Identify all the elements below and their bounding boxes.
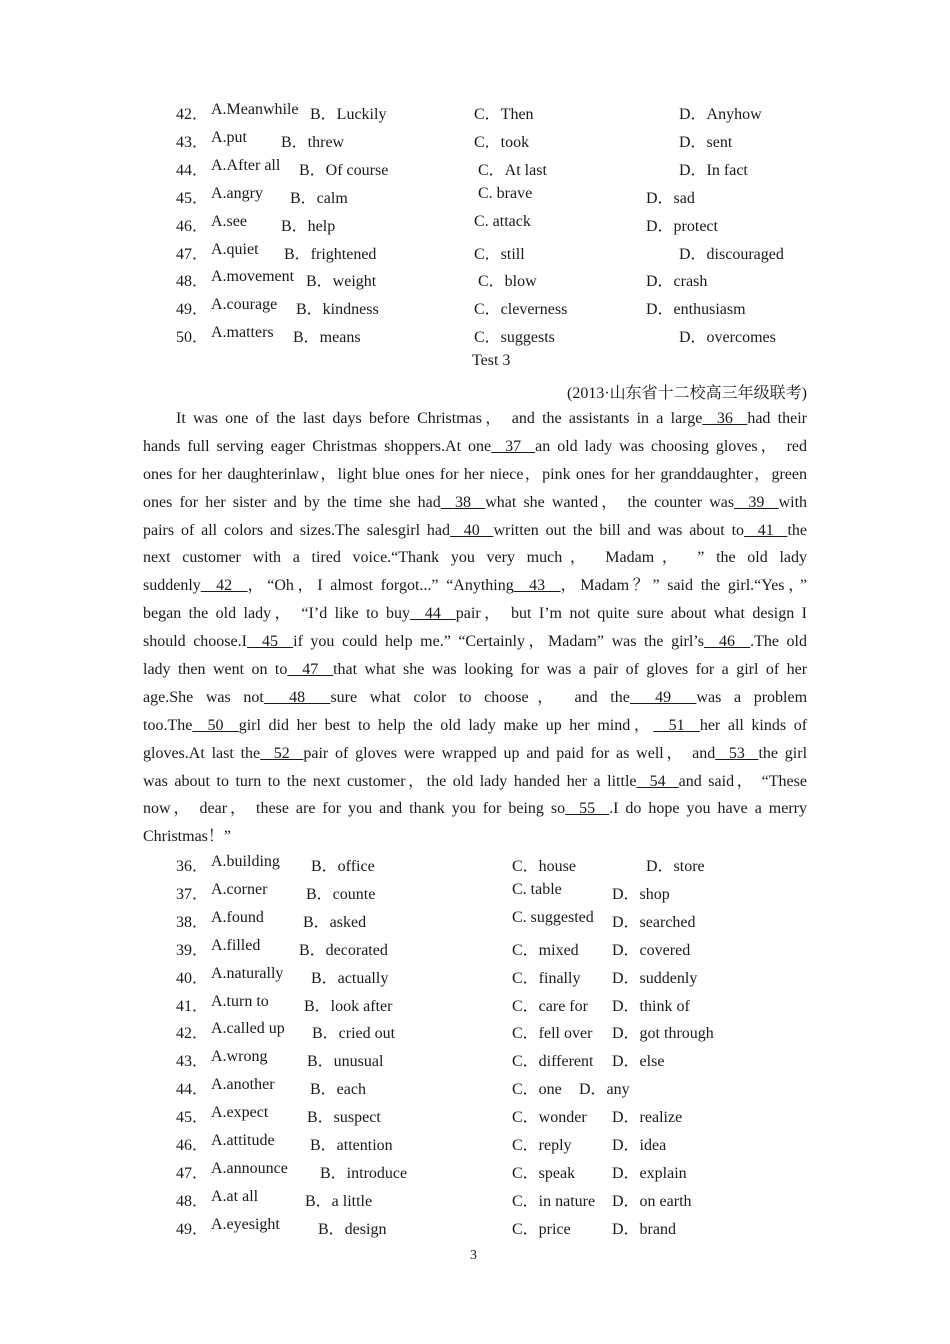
option-a: A.attitude [211, 1132, 275, 1149]
answer-blank: 45 [246, 633, 294, 651]
passage-line [143, 405, 807, 433]
option-c: C．finally [512, 969, 581, 987]
answer-blank: 43 [513, 577, 561, 595]
option-d: D．else [612, 1053, 665, 1071]
option-d: D．crash [646, 273, 708, 291]
passage-text: hands full serving eager Christmas shoppers.At one [143, 437, 492, 455]
option-b: B．weight [306, 273, 377, 291]
question-number: 36． [176, 858, 209, 875]
option-d: D．Anyhow [679, 106, 762, 123]
passage-text: and said， “These [678, 772, 807, 790]
question-option-row [176, 1076, 816, 1100]
option-b: B．asked [303, 913, 367, 931]
passage-text: pair of gloves were wrapped up and paid for as well， and [303, 744, 716, 762]
passage-line [143, 684, 807, 712]
option-a: A.corner [211, 880, 268, 898]
option-d: D．any [579, 1081, 630, 1099]
passage-text: It was one of the last days before Christmas， and the assistants in a large [176, 410, 703, 427]
question-number: 47． [176, 245, 209, 263]
option-d: D．sad [646, 189, 695, 207]
option-d: D．In fact [679, 161, 748, 179]
question-number: 44． [176, 1081, 209, 1099]
option-d: D．discouraged [679, 245, 784, 263]
question-number: 41． [176, 997, 209, 1015]
passage-line [143, 740, 807, 768]
option-c: C．price [512, 1220, 571, 1238]
passage-text: ，“Oh，I almost forgot...” “Anything [247, 577, 514, 595]
question-number: 43． [176, 133, 209, 151]
answer-blank: 39 [734, 493, 779, 511]
option-b: B．look after [304, 997, 393, 1015]
passage-line [143, 517, 807, 545]
option-c: C．fell over [512, 1025, 593, 1043]
option-b: B．suspect [307, 1109, 381, 1127]
question-number: 37． [176, 885, 209, 903]
option-c: C. suggested [512, 908, 594, 926]
passage-line [143, 656, 807, 684]
question-option-row [176, 101, 816, 125]
option-b: B．a little [305, 1192, 373, 1210]
question-option-row [176, 965, 816, 989]
answer-blank: 38 [440, 493, 486, 511]
option-d: D．explain [612, 1164, 687, 1182]
option-a: A.Meanwhile [211, 101, 299, 118]
question-option-row [176, 853, 816, 877]
question-number: 43． [176, 1053, 209, 1071]
question-option-row [176, 881, 816, 905]
passage-text: girl did her best to help the old lady make up her mind， [238, 716, 654, 734]
passage-text: began the old lady， “I’d like to buy [143, 605, 410, 623]
passage-line [143, 489, 807, 517]
question-number: 46． [176, 1137, 209, 1154]
passage-line [143, 433, 807, 461]
question-option-row [176, 993, 816, 1017]
option-a: A.matters [211, 324, 274, 342]
answer-blank: 40 [450, 521, 494, 539]
option-b: B．introduce [320, 1164, 408, 1182]
answer-blank: 48 [263, 688, 331, 706]
option-d: D．enthusiasm [646, 301, 746, 319]
option-c: C．Then [474, 106, 534, 123]
option-c: C．wonder [512, 1109, 587, 1127]
passage-text: Christmas！” [143, 828, 231, 846]
answer-blank: 49 [629, 688, 697, 706]
passage-text: too.The [143, 716, 193, 734]
option-c: C．care for [512, 997, 588, 1015]
passage-text: should choose.I [143, 633, 247, 651]
option-b: B．attention [310, 1137, 393, 1154]
passage-text: ，Madam？” said the girl.“Yes，” [560, 577, 807, 595]
question-number: 49． [176, 1220, 209, 1238]
option-a: A.called up [211, 1020, 285, 1038]
question-option-row [176, 937, 816, 961]
question-number: 38． [176, 913, 209, 931]
question-number: 42． [176, 1025, 209, 1043]
passage-line [143, 572, 807, 600]
question-number: 48． [176, 273, 209, 291]
answer-blank: 44 [409, 605, 456, 623]
question-number: 44． [176, 161, 209, 179]
option-a: A.filled [211, 936, 261, 954]
option-a: A.naturally [211, 964, 284, 982]
question-option-row [176, 129, 816, 153]
option-c: C．in nature [512, 1192, 596, 1210]
passage-text: was about to turn to the next customer，the old lady handed her a little [143, 772, 637, 790]
option-a: A.angry [211, 184, 263, 202]
option-d: D．shop [612, 885, 670, 903]
passage-text: age.She was not [143, 688, 264, 706]
question-option-row [176, 213, 816, 237]
passage-text: written out the bill and was about to [493, 521, 745, 539]
question-number: 50． [176, 329, 209, 347]
option-b: B．each [310, 1081, 366, 1099]
passage-line [143, 823, 807, 851]
question-option-row [176, 1104, 816, 1128]
option-d: D．protect [646, 217, 718, 235]
passage-text: .The old [750, 633, 807, 651]
option-a: A.announce [211, 1159, 288, 1177]
option-c: C．house [512, 858, 577, 875]
option-c: C．reply [512, 1137, 572, 1154]
option-a: A.building [211, 853, 280, 870]
option-c: C. brave [478, 184, 533, 202]
page-number: 3 [470, 1248, 477, 1263]
option-c: C．took [474, 133, 530, 151]
option-d: D．suddenly [612, 969, 698, 987]
option-b: B．Of course [299, 161, 389, 179]
option-b: B．cried out [312, 1025, 396, 1043]
passage-text: pairs of all colors and sizes.The salesgirl had [143, 521, 451, 539]
option-a: A.another [211, 1076, 275, 1094]
option-c: C．blow [478, 273, 537, 291]
option-a: A.After all [211, 156, 281, 174]
test-title: Test 3 [472, 352, 511, 369]
option-d: D．covered [612, 941, 691, 959]
answer-blank: 42 [200, 577, 248, 595]
question-option-row [176, 1188, 816, 1212]
question-number: 40． [176, 969, 209, 987]
option-c: C. attack [474, 212, 531, 230]
answer-blank: 54 [636, 772, 679, 790]
option-b: B．counte [306, 885, 376, 903]
option-a: A.turn to [211, 992, 269, 1010]
passage-text: next customer with a tired voice.“Thank you very much， Madam， ” the old lady [143, 549, 807, 567]
question-option-row [176, 268, 816, 292]
option-b: B．help [281, 217, 336, 235]
passage-text: the [787, 521, 808, 539]
answer-blank: 47 [287, 661, 334, 679]
option-a: A.see [211, 212, 247, 230]
option-b: B．unusual [307, 1053, 384, 1071]
passage-text: suddenly [143, 577, 201, 595]
question-option-row [176, 1132, 816, 1156]
answer-blank: 50 [192, 716, 239, 734]
option-a: A.quiet [211, 240, 259, 258]
option-d: D．realize [612, 1109, 683, 1127]
question-number: 45． [176, 1109, 209, 1127]
option-d: D．got through [612, 1025, 714, 1043]
passage-line [143, 600, 807, 628]
option-c: C．mixed [512, 941, 579, 959]
passage-text: was a problem [696, 688, 808, 706]
passage [143, 405, 807, 851]
passage-text: her all kinds of [699, 716, 808, 734]
option-a: A.eyesight [211, 1215, 280, 1233]
option-c: C．speak [512, 1164, 576, 1182]
answer-blank: 46 [703, 633, 751, 651]
passage-text: .I do hope you have a merry [609, 800, 808, 818]
answer-blank: 52 [260, 744, 304, 762]
question-number: 42． [176, 106, 209, 123]
question-option-row [176, 1048, 816, 1072]
question-number: 48． [176, 1192, 209, 1210]
passage-text: gloves.At last the [143, 744, 261, 762]
passage-text: that what she was looking for was a pair of gloves for a girl of her [333, 661, 808, 679]
question-number: 45． [176, 189, 209, 207]
option-a: A.found [211, 908, 264, 926]
answer-blank: 51 [653, 716, 700, 734]
passage-text: ones for her daughterinlaw，light blue ones for her niece，pink ones for her granddaughter，green [143, 465, 808, 483]
question-option-row [176, 1020, 816, 1044]
option-c: C．suggests [474, 329, 555, 347]
passage-text: an old lady was choosing gloves， red [535, 437, 808, 455]
passage-text: now， dear， these are for you and thank you for being so [143, 800, 566, 818]
option-b: B．means [293, 329, 361, 347]
option-c: C．different [512, 1053, 594, 1071]
option-c: C．still [474, 245, 525, 263]
question-option-row [176, 185, 816, 209]
option-d: D．idea [612, 1137, 667, 1154]
option-d: D．think of [612, 997, 690, 1015]
question-option-row [176, 909, 816, 933]
option-b: B．office [311, 858, 375, 875]
question-option-row [176, 1160, 816, 1184]
option-b: B．kindness [296, 301, 379, 319]
option-a: A.courage [211, 296, 278, 314]
passage-line [143, 768, 807, 796]
option-d: D．store [646, 858, 705, 875]
answer-blank: 41 [744, 521, 788, 539]
passage-text: pair， but I’m not quite sure about what design I [455, 605, 807, 623]
passage-text: ones for her sister and by the time she had [143, 493, 441, 511]
passage-text: lady then went on to [143, 661, 288, 679]
answer-blank: 53 [715, 744, 759, 762]
passage-text: the girl [758, 744, 808, 762]
passage-text: if you could help me.” “Certainly，Madam” was the girl’s [293, 633, 704, 651]
question-number: 39． [176, 941, 209, 959]
option-a: A.wrong [211, 1048, 268, 1066]
option-b: B．threw [281, 133, 345, 151]
option-a: A.put [211, 128, 247, 146]
question-option-row [176, 157, 816, 181]
passage-line [143, 628, 807, 656]
passage-line [143, 712, 807, 740]
question-option-row [176, 296, 816, 320]
option-a: A.movement [211, 268, 295, 286]
source-citation: (2013·山东省十二校高三年级联考) [567, 385, 807, 402]
question-option-row [176, 1216, 816, 1240]
option-c: C．one [512, 1081, 562, 1099]
option-c: C．cleverness [474, 301, 568, 319]
option-b: B．decorated [299, 941, 388, 959]
passage-text: what she wanted， the counter was [485, 493, 735, 511]
question-number: 47． [176, 1164, 209, 1182]
answer-blank: 36 [702, 410, 748, 427]
option-d: D．sent [679, 133, 733, 151]
passage-line [143, 461, 807, 489]
option-a: A.expect [211, 1104, 269, 1122]
option-b: B．frightened [284, 245, 377, 263]
passage-text: sure what color to choose， and the [330, 688, 630, 706]
question-option-row [176, 241, 816, 265]
passage-text: had their [747, 410, 808, 427]
option-d: D．brand [612, 1220, 676, 1238]
option-b: B．actually [311, 969, 389, 987]
option-c: C．At last [478, 161, 547, 179]
passage-text: with [778, 493, 808, 511]
option-b: B．design [318, 1220, 387, 1238]
option-d: D．on earth [612, 1192, 692, 1210]
option-b: B．Luckily [310, 106, 387, 123]
answer-blank: 55 [565, 800, 610, 818]
option-a: A.at all [211, 1187, 259, 1205]
option-d: D．overcomes [679, 329, 776, 347]
passage-line [143, 795, 807, 823]
question-number: 46． [176, 217, 209, 235]
passage-line [143, 544, 807, 572]
answer-blank: 37 [491, 437, 536, 455]
option-d: D．searched [612, 913, 696, 931]
option-c: C. table [512, 880, 562, 898]
option-b: B．calm [290, 189, 348, 207]
question-option-row [176, 324, 816, 348]
question-number: 49． [176, 301, 209, 319]
